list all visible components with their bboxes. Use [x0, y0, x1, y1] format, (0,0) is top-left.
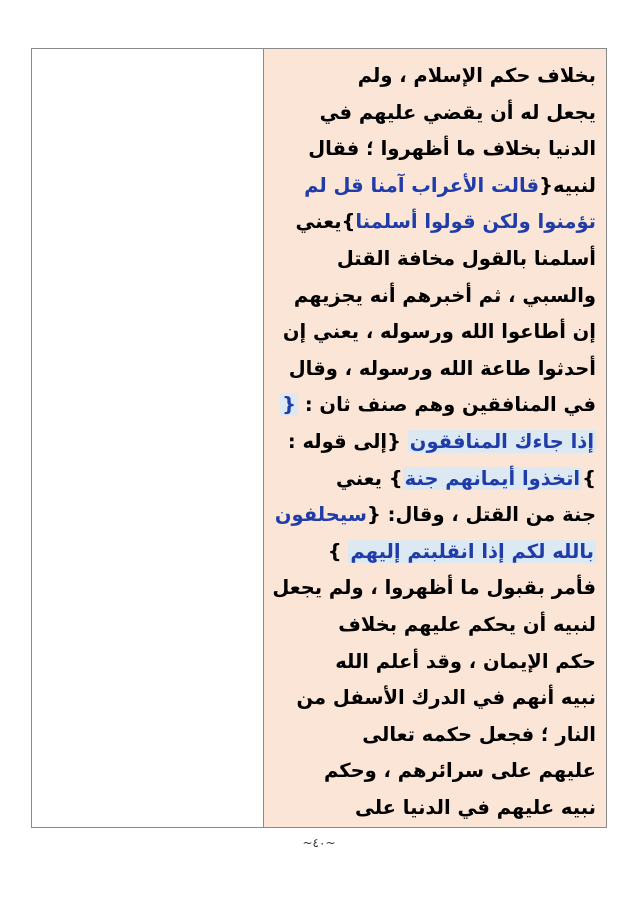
text-segment: يجعل له أن يقضي عليهم في — [319, 100, 596, 124]
text-line — [272, 168, 596, 205]
text-line — [272, 424, 596, 461]
quran-verse: { — [282, 393, 297, 417]
empty-left-cell — [32, 49, 264, 827]
text-segment: }يعني — [295, 210, 356, 234]
quran-verse: بالله لكم إذا انقلبتم إليهم — [350, 539, 594, 563]
text-line — [272, 131, 596, 168]
text-line — [272, 644, 596, 681]
text-line — [272, 717, 596, 754]
text-line — [272, 278, 596, 315]
text-segment: جنة من القتل ، وقال: { — [366, 503, 596, 527]
text-line — [272, 241, 596, 278]
text-line — [272, 387, 596, 424]
text-segment: بخلاف حكم الإسلام ، ولم — [357, 64, 596, 87]
text-line — [272, 570, 596, 607]
text-segment: الدنيا بخلاف ما أظهروا ؛ فقال — [308, 137, 596, 161]
text-segment: فأمر بقبول ما أظهروا ، ولم يجعل — [272, 576, 596, 600]
text-segment: لنبيه{ — [539, 173, 596, 197]
text-segment: } يعني — [335, 466, 403, 490]
text-line — [272, 497, 596, 534]
text-segment: أحدثوا طاعة الله ورسوله ، وقال — [288, 356, 596, 380]
text-segment: عليهم على سرائرهم ، وحكم — [323, 759, 596, 783]
text-segment: نبيه أنهم في الدرك الأسفل من — [296, 686, 596, 710]
quran-verse: تؤمنوا ولكن قولوا أسلمنا — [355, 210, 596, 234]
text-line — [272, 753, 596, 790]
text-segment: نبيه عليهم في الدنيا على — [354, 795, 596, 819]
text-line — [272, 680, 596, 717]
text-line — [272, 58, 596, 95]
text-line — [272, 534, 596, 571]
text-segment: في المنافقين وهم صنف ثان : — [298, 393, 596, 417]
text-segment: لنبيه أن يحكم عليهم بخلاف — [338, 612, 596, 636]
text-segment: أسلمنا بالقول مخافة القتل — [336, 246, 596, 270]
text-segment: } — [582, 466, 596, 490]
text-line — [272, 461, 596, 498]
quran-verse: سيحلفون — [274, 503, 367, 527]
text-line — [272, 95, 596, 132]
text-segment: النار ؛ فجعل حكمه تعالى — [362, 722, 596, 746]
text-line — [272, 607, 596, 644]
text-segment: {إلى قوله : — [287, 429, 408, 453]
text-segment: إن أطاعوا الله ورسوله ، يعني إن — [282, 320, 596, 344]
text-segment: } — [327, 539, 349, 563]
page-table — [31, 48, 607, 828]
arabic-text-cell — [264, 49, 606, 827]
text-line — [272, 351, 596, 388]
text-line — [272, 790, 596, 827]
text-line — [272, 314, 596, 351]
quran-verse: إذا جاءك المنافقون — [409, 429, 594, 453]
quran-verse: اتخذوا أيمانهم جنة — [404, 466, 581, 490]
page-number: ~٤٠~ — [302, 836, 336, 850]
quran-verse: قالت الأعراب آمنا قل لم — [304, 173, 540, 197]
text-line — [272, 204, 596, 241]
text-segment: والسبي ، ثم أخبرهم أنه يجزيهم — [293, 283, 596, 307]
text-segment: حكم الإيمان ، وقد أعلم الله — [335, 649, 596, 673]
